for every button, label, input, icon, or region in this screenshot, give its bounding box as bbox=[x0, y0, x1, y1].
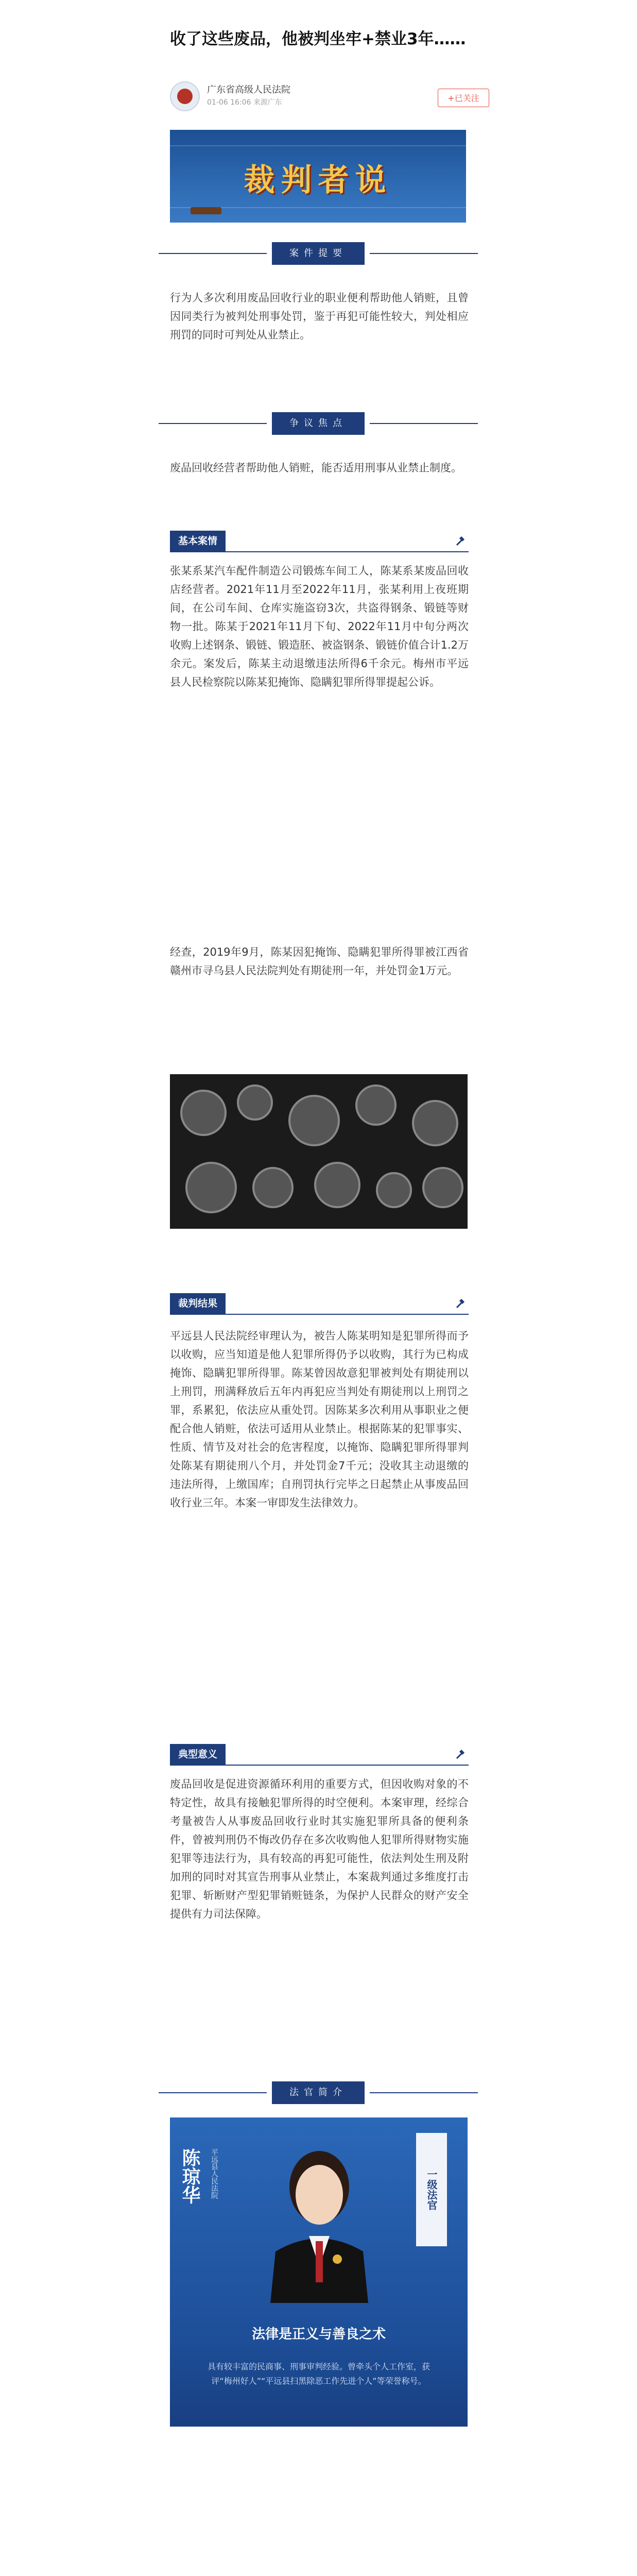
section-tag-judge-intro: 法官简介 bbox=[272, 2081, 365, 2104]
banner-image bbox=[170, 130, 466, 223]
follow-button[interactable]: +已关注 bbox=[438, 89, 489, 107]
label-underline bbox=[170, 551, 469, 552]
judge-slogan: 法律是正义与善良之术 bbox=[251, 2327, 386, 2342]
label-judgment-result: 裁判结果 bbox=[170, 1293, 226, 1314]
banner-title: 裁判者说 bbox=[244, 162, 392, 198]
gavel-icon bbox=[191, 207, 221, 214]
gavel-icon bbox=[455, 535, 467, 547]
auto-parts-photo bbox=[170, 1074, 468, 1229]
basic-case-paragraph-2: 经查，2019年9月，陈某因犯掩饰、隐瞒犯罪所得罪被江西省赣州市寻乌县人民法院判处有期徒刑一年，并处罚金1万元。 bbox=[170, 946, 469, 977]
judge-portrait bbox=[260, 2138, 378, 2303]
label-underline bbox=[170, 1765, 469, 1766]
judge-profile-card bbox=[170, 2117, 468, 2427]
result-paragraph: 平远县人民法院经审理认为，被告人陈某明知是犯罪所得而予以收购，应当知道是他人犯罪所得仍予以收购，其行为已构成掩饰、隐瞒犯罪所得罪。陈某曾因故意犯罪被判处有期徒刑以上刑罚，刑满释放后五年内再犯应当判处有期徒刑以上刑罚之罪，系累犯，依法应从重处罚。因陈某多次利用从事职业之便配合他人销赃，依法可适用从业禁止。根据陈某的犯罪事实、性质、情节及对社会的危害程度，以掩饰、隐瞒犯罪所得罪判处陈某有期徒刑八个月，并处罚金7千元；没收其主动退缴的违法所得，上缴国库；自刑罚执行完毕之日起禁止从事废品回收行业三年。本案一审即发生法律效力。 bbox=[170, 1330, 469, 1509]
judge-court: 平远县人民法院 bbox=[210, 2148, 218, 2199]
section-tag-dispute: 争议焦点 bbox=[272, 412, 365, 435]
significance-paragraph: 废品回收是促进资源循环利用的重要方式，但因收购对象的不特定性，故具有接触犯罪所得的时空便利。本案审理，经综合考量被告人从事废品回收行业时其实施犯罪所具备的便利条件，曾被判刑仍不悔改仍存在多次收购他人犯罪所得财物实施犯罪等违法行为，具有较高的再犯可能性，依法判处生刑及附加刑的同时对其宣告刑事从业禁止，本案裁判通过多维度打击犯罪、斩断财产型犯罪销赃链条，为保护人民群众的财产安全提供有力司法保障。 bbox=[170, 1778, 469, 1920]
label-basic-case: 基本案情 bbox=[170, 531, 226, 551]
gavel-icon bbox=[455, 1748, 467, 1760]
gavel-icon bbox=[455, 1297, 467, 1310]
basic-case-paragraph-1: 张某系某汽车配件制造公司锻炼车间工人，陈某系某废品回收店经营者。2021年11月至2022年11月，张某利用上夜班期间，在公司车间、仓库实施盗窃3次，共盗得钢条、锻链等财物一批。陈某于2021年11月下旬、2022年11月中旬分两次收购上述钢条、锻链、锻造胚、被盗钢条、锻链价值合计1.2万余元。案发后，陈某主动退缴违法所得6千余元。梅州市平远县人民检察院以陈某犯掩饰、隐瞒犯罪所得罪提起公诉。 bbox=[170, 565, 469, 688]
dispute-paragraph: 废品回收经营者帮助他人销赃，能否适用刑事从业禁止制度。 bbox=[170, 462, 462, 474]
label-significance: 典型意义 bbox=[170, 1744, 226, 1765]
account-name[interactable]: 广东省高级人民法院 bbox=[207, 84, 290, 95]
judge-description: 具有较丰富的民商事、刑事审判经验。曾牵头个人工作室，获评“梅州好人”“平远县扫黑除恶工作先进个人”等荣誉称号。 bbox=[207, 2362, 430, 2386]
intro-paragraph: 行为人多次利用废品回收行业的职业便利帮助他人销赃，且曾因同类行为被判处刑事处罚，鉴于再犯可能性较大，判处相应刑罚的同时可判处从业禁止。 bbox=[170, 292, 469, 341]
judge-position: 一级法官 bbox=[416, 2133, 447, 2246]
court-logo-icon[interactable] bbox=[170, 81, 200, 111]
account-row bbox=[170, 81, 489, 113]
judge-name: 陈琼华 bbox=[179, 2148, 200, 2204]
publish-meta: 01-06 16:06 来源广东 bbox=[207, 98, 282, 107]
label-underline bbox=[170, 1314, 469, 1315]
article-title: 收了这些废品，他被判坐牢+禁业3年…… bbox=[170, 30, 466, 48]
section-tag-case-brief: 案件提要 bbox=[272, 242, 365, 265]
